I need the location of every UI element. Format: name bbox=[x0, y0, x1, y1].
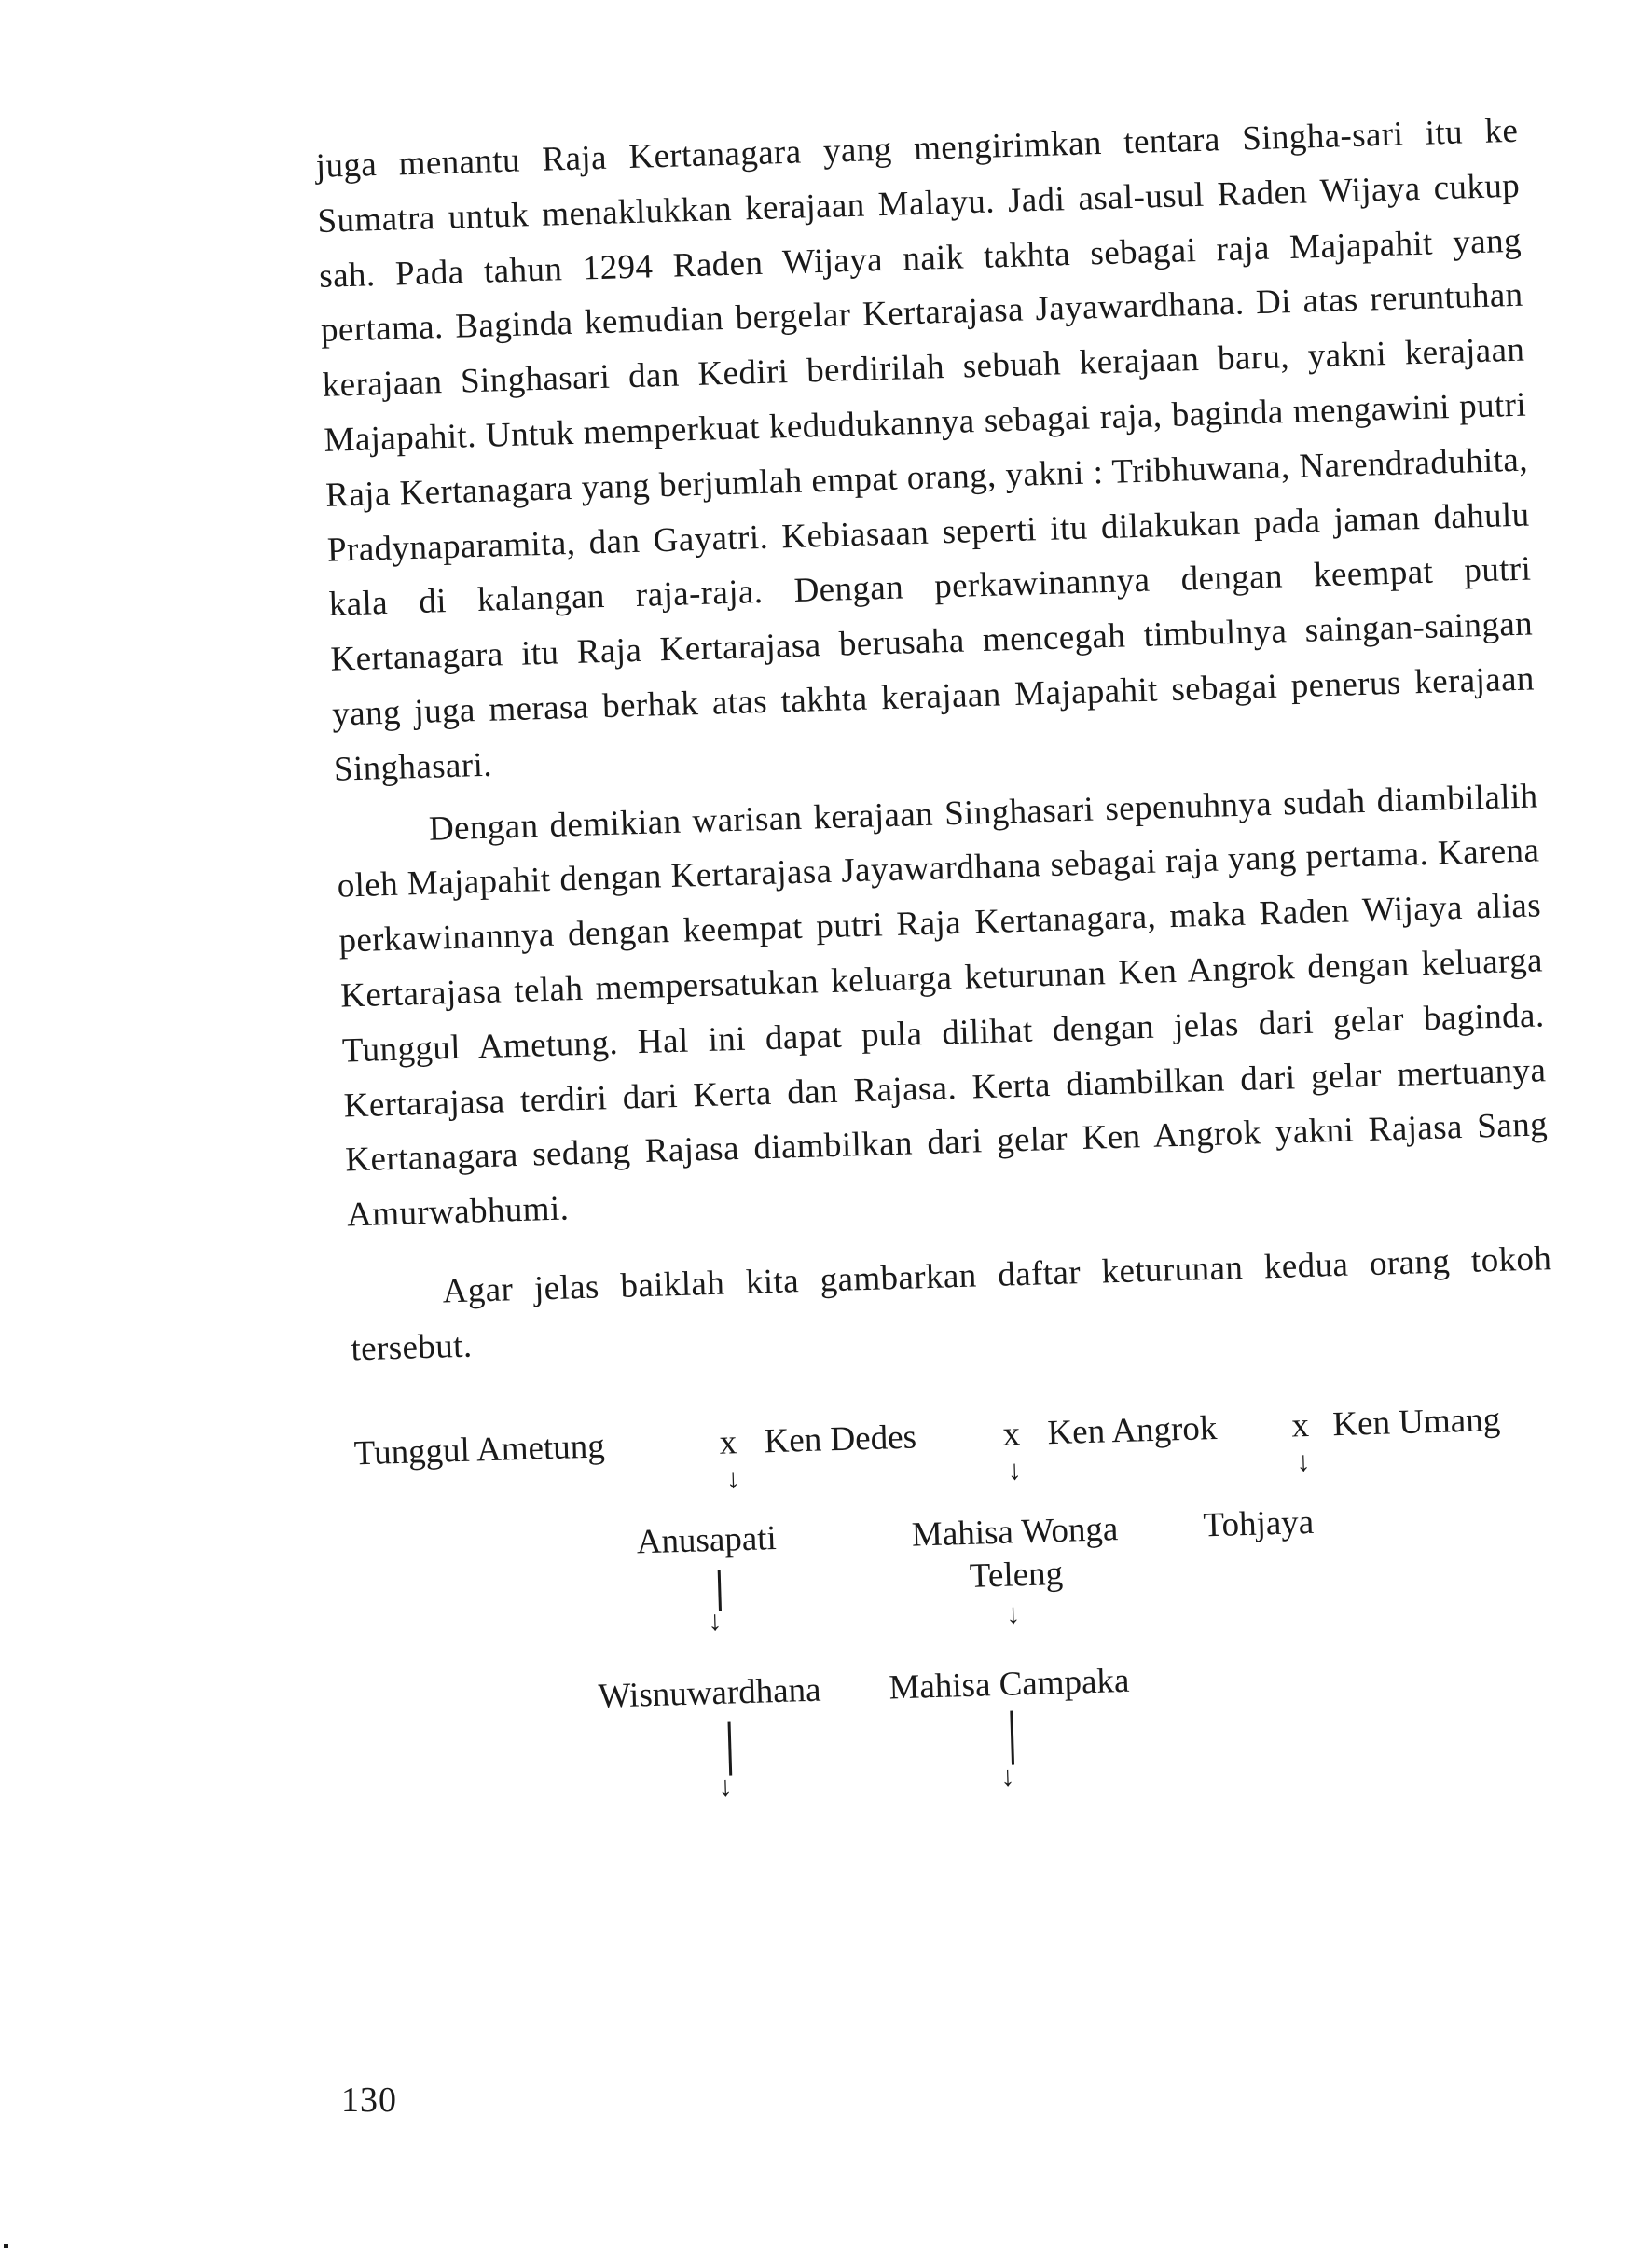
paragraph-3: Agar jelas baiklah kita gambarkan daftar keturunan kedua orang tokoh tersebut. bbox=[350, 1239, 1552, 1369]
arrow-down-icon: ↓ bbox=[999, 1761, 1015, 1792]
paragraph-2: Dengan demikian warisan kerajaan Singhasari sepenuhnya sudah diambilalih oleh Majapahit dengan Kertarajasa Jayawardhana sebagai raja yang pertama. Karena perkawinannya dengan keempat putri Raja Kertanagara, maka Raden Wijaya alias Kertarajasa telah mempersatukan keluarga keturunan Ken Angrok dengan keluarga Tunggul Ametung. Hal ini dapat pula dilihat dengan jelas dari gelar baginda. Kertarajasa terdiri dari Kerta dan Rajasa. Kerta diambilkan dari gelar mertuanya Kertanagara sedang Rajasa diambilkan dari gelar Ken Angrok yakni Rajasa Sang Amurwabhumi. bbox=[337, 776, 1549, 1235]
genealogy-tree bbox=[353, 1398, 1573, 2030]
arrow-down-icon: ↓ bbox=[718, 1771, 734, 1803]
marriage-x-3: x bbox=[1290, 1405, 1310, 1445]
ken-angrok-label: Ken Angrok bbox=[1046, 1408, 1218, 1452]
arrow-down-icon: ↓ bbox=[1296, 1445, 1311, 1477]
mahisa-wonga-teleng-label: Mahisa Wonga Teleng bbox=[911, 1509, 1119, 1596]
marriage-x-1: x bbox=[719, 1422, 737, 1462]
tohjaya-label: Tohjaya bbox=[1202, 1502, 1315, 1544]
arrow-down-icon: ↓ bbox=[725, 1462, 741, 1495]
arrow-down-icon: ↓ bbox=[1007, 1454, 1023, 1487]
ken-dedes-label: Ken Dedes bbox=[763, 1418, 917, 1460]
marriage-x-2: x bbox=[1001, 1414, 1021, 1454]
paragraph-1: juga menantu Raja Kertanagara yang mengirimkan tentara Singha-sari itu ke Sumatra untuk menaklukkan kerajaan Malayu. Jadi asal-usul Raden Wijaya cukup sah. Pada tahun 1294 Raden Wijaya naik takhta sebagai raja Majapahit yang pertama. Baginda kemudian bergelar Kertarajasa Jayawardhana. Di atas reruntuhan kerajaan Singhasari dan Kediri berdirilah sebuah kerajaan baru, yakni kerajaan Majapahit. Untuk memperkuat kedudukannya sebagai raja, baginda mengawini putri Raja Kertanagara yang berjumlah empat orang, yakni : Tribhuwana, Narendraduhita, Pradynaparamita, dan Gayatri. Kebiasaan seperti itu dilakukan pada jaman dahulu kala di kalangan raja-raja. Dengan perkawinannya dengan keempat putri Kertanagara itu Raja Kertarajasa berusaha mencegah timbulnya saingan-saingan yang juga merasa berhak atas takhta kerajaan Majapahit sebagai penerus kerajaan Singhasari. bbox=[315, 111, 1536, 789]
ken-umang-label: Ken Umang bbox=[1331, 1400, 1501, 1444]
connector-line bbox=[727, 1721, 732, 1775]
mahisa-campaka-label: Mahisa Campaka bbox=[888, 1661, 1130, 1707]
page-number: 130 bbox=[341, 2081, 397, 2120]
tunggul-ametung-label: Tunggul Ametung bbox=[353, 1426, 606, 1473]
arrow-down-icon: ↓ bbox=[707, 1605, 723, 1637]
scan-speck bbox=[4, 2244, 8, 2248]
arrow-down-icon: ↓ bbox=[1005, 1597, 1021, 1630]
connector-line bbox=[1010, 1710, 1014, 1764]
page-content bbox=[315, 104, 1574, 2030]
anusapati-label: Anusapati bbox=[636, 1518, 778, 1561]
wisnuwardhana-label: Wisnuwardhana bbox=[598, 1670, 822, 1716]
